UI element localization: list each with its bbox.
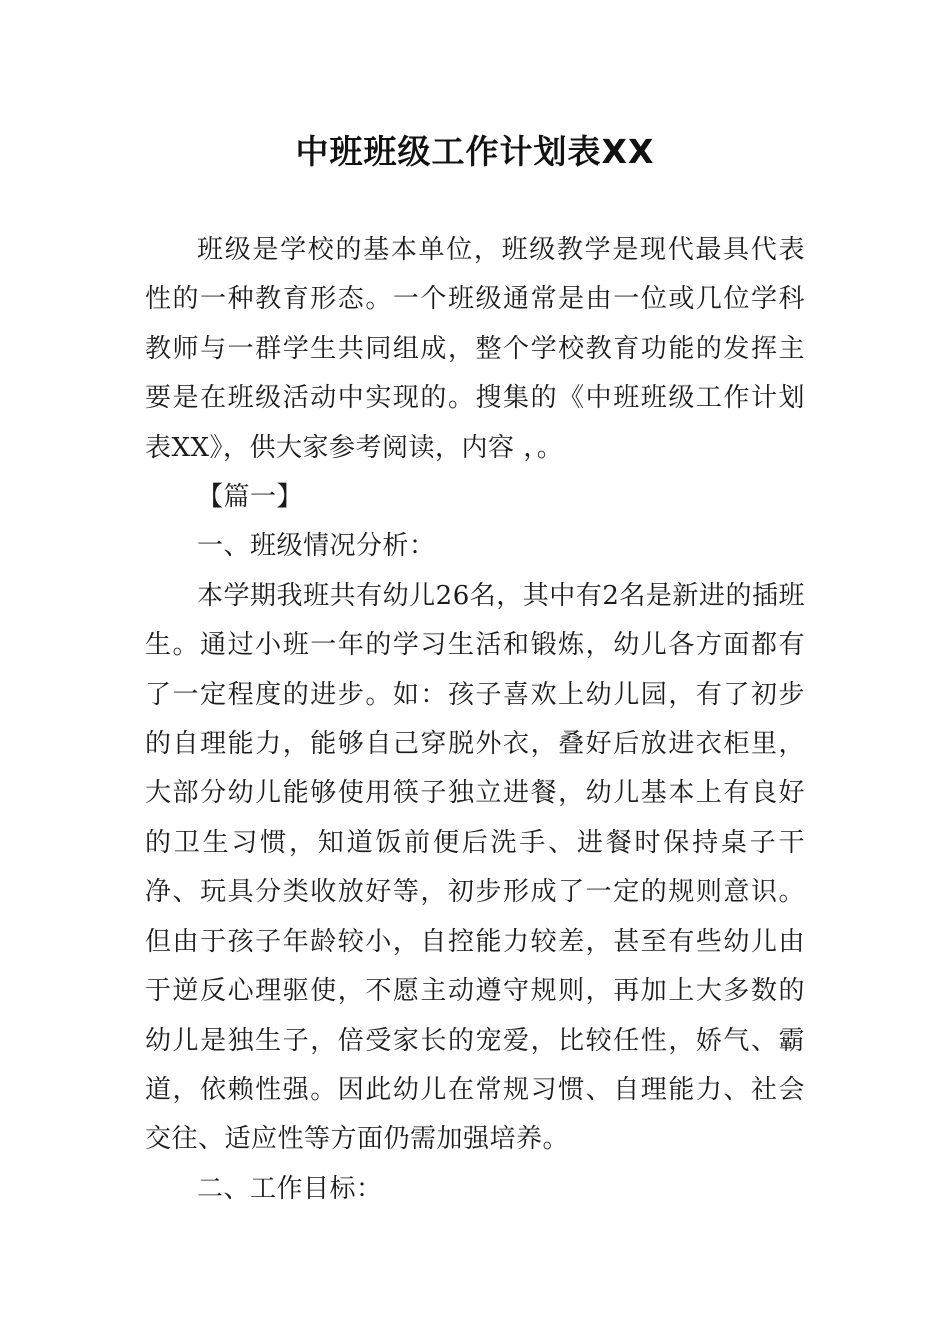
section-heading-class-analysis: 一、班级情况分析： bbox=[197, 531, 436, 562]
class-analysis-paragraph: 本学期我班共有幼儿26名，其中有2名是新进的插班生。通过小班一年的学习生活和锻炼，幼儿各方面都有了一定程度的进步。如：孩子喜欢上幼儿园，有了初步的自理能力，能够自己穿脱外衣，叠好后放进衣柜里，大部分幼儿能够使用筷子独立进餐，幼儿基本上有良好的卫生习惯，知道饭前便后洗手、进餐时保持桌子干净、玩具分类收放好等，初步形成了一定的规则意识。但由于孩子年龄较小，自控能力较差，甚至有些幼儿由于逆反心理驱使，不愿主动遵守规则，再加上大多数的幼儿是独生子，倍受家长的宠爱，比较任性，娇气、霸道，依赖性强。因此幼儿在常规习惯、自理能力、社会交往、适应性等方面仍需加强培养。 bbox=[145, 580, 805, 1155]
document-title: 中班班级工作计划表XX bbox=[295, 132, 655, 171]
intro-paragraph: 班级是学校的基本单位，班级教学是现代最具代表性的一种教育形态。一个班级通常是由一位或几位学科教师与一群学生共同组成，整个学校教育功能的发挥主要是在班级活动中实现的。搜集的《中班班级工作计划表XX》，供大家参考阅读，内容 ，。 bbox=[145, 235, 805, 463]
section-heading-work-goals: 二、工作目标： bbox=[197, 1173, 383, 1204]
document-body bbox=[145, 226, 805, 1214]
section-marker: 【篇一】 bbox=[197, 482, 304, 513]
